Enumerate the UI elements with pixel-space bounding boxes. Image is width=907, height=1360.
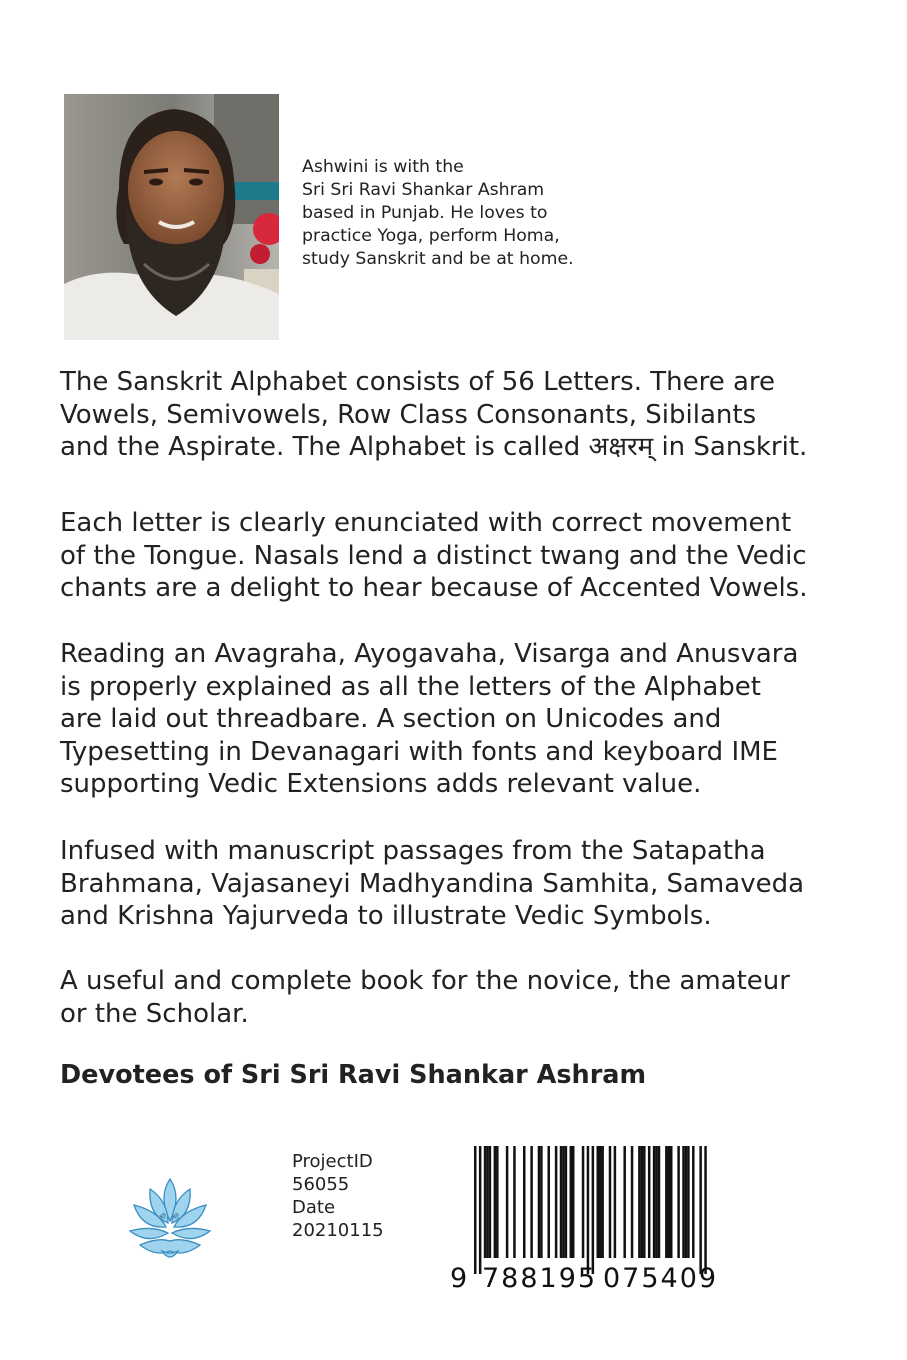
barcode-bar (658, 1146, 661, 1258)
signature: Devotees of Sri Sri Ravi Shankar Ashram (60, 1060, 647, 1090)
barcode-bar (631, 1146, 634, 1258)
project-id-value: 56055 (292, 1174, 350, 1195)
text-line: Vowels, Semivowels, Row Class Consonants, Sibilants (60, 399, 757, 430)
text-line: Brahmana, Vajasaneyi Madhyandina Samhita, Samaveda (60, 868, 805, 899)
barcode-bar (609, 1146, 612, 1258)
project-id-label: ProjectID (292, 1151, 373, 1172)
barcode-bar (523, 1146, 526, 1258)
text-line: and Krishna Yajurveda to illustrate Vedic Symbols. (60, 901, 712, 931)
barcode-bar (538, 1146, 541, 1258)
barcode-bar (474, 1146, 477, 1274)
author-photo (64, 94, 279, 340)
barcode-bar (685, 1146, 688, 1258)
text-line: and the Aspirate. The Alphabet is called अक्षरम् in Sanskrit. (60, 432, 808, 462)
barcode-bar (677, 1146, 680, 1258)
barcode-bar (570, 1146, 573, 1258)
description-paragraph-3 (60, 638, 890, 801)
barcode-bar (614, 1146, 617, 1258)
text-line: Infused with manuscript passages from the Satapatha (60, 836, 766, 866)
barcode-bar (699, 1146, 702, 1274)
barcode-bar (555, 1146, 558, 1258)
barcode-bar (599, 1146, 602, 1258)
text-line: is properly explained as all the letters of the Alphabet (60, 671, 761, 702)
barcode-bar (486, 1146, 489, 1258)
barcode-bar (643, 1146, 646, 1258)
text-line: or the Scholar. (60, 998, 249, 1029)
barcode-bar (562, 1146, 565, 1258)
barcode-bar (641, 1146, 644, 1258)
barcode-bar (494, 1146, 497, 1258)
barcode-bar (623, 1146, 626, 1258)
barcode-bar (587, 1146, 590, 1274)
svg-text:श्री: श्री (159, 1213, 166, 1221)
description-paragraph-4 (60, 835, 890, 933)
barcode-bar (704, 1146, 707, 1274)
ean-left-digits: 788195 (482, 1263, 598, 1294)
text-line: chants are a delight to hear because of Accented Vowels. (60, 573, 808, 603)
barcode-bar (484, 1146, 487, 1258)
barcode-bar (692, 1146, 695, 1258)
text-line: are laid out threadbare. A section on Unicodes and (60, 704, 722, 734)
barcode-bar (548, 1146, 551, 1258)
bio-line: Ashwini is with the (302, 157, 464, 177)
barcode-bar (513, 1146, 516, 1258)
barcode-bar (479, 1146, 482, 1274)
text-line: Each letter is clearly enunciated with correct movement (60, 508, 792, 538)
barcode-bar (601, 1146, 604, 1258)
barcode-bar (648, 1146, 651, 1258)
bio-line: based in Punjab. He loves to (302, 203, 548, 223)
barcode-bar (597, 1146, 600, 1258)
text-line: The Sanskrit Alphabet consists of 56 Letters. There are (60, 367, 776, 397)
barcode-bar (668, 1146, 671, 1258)
description-paragraph-2 (60, 507, 890, 605)
barcode-bar (670, 1146, 673, 1258)
lotus-logo-icon (128, 1175, 212, 1265)
project-info (292, 1150, 384, 1242)
barcode-bar (687, 1146, 690, 1258)
text-line: supporting Vedic Extensions adds relevant value. (60, 769, 702, 799)
barcode-bar (653, 1146, 656, 1258)
barcode-bar (560, 1146, 563, 1258)
description-paragraph-5 (60, 965, 890, 1030)
svg-text:श्री: श्री (172, 1213, 179, 1221)
barcode-bar (592, 1146, 595, 1274)
barcode-bar (582, 1146, 585, 1258)
text-line: of the Tongue. Nasals lend a distinct twang and the Vedic (60, 540, 807, 571)
description-paragraph-1 (60, 366, 890, 464)
barcode-bar (638, 1146, 641, 1258)
barcode-bar (665, 1146, 668, 1258)
barcode-bar (489, 1146, 492, 1258)
bio-line: practice Yoga, perform Homa, (302, 226, 560, 246)
bio-line: study Sanskrit and be at home. (302, 249, 574, 269)
barcode-bar (506, 1146, 509, 1258)
bio-line: Sri Sri Ravi Shankar Ashram (302, 180, 545, 200)
text-line: Reading an Avagraha, Ayogavaha, Visarga and Anusvara (60, 639, 799, 669)
text-line: Typesetting in Devanagari with fonts and keyboard IME (60, 736, 778, 767)
project-date-value: 20210115 (292, 1220, 384, 1241)
barcode-bar (496, 1146, 499, 1258)
barcode-bar (682, 1146, 685, 1258)
text-line: A useful and complete book for the novice, the amateur (60, 966, 790, 996)
author-bio (302, 156, 662, 271)
barcode-bar (572, 1146, 575, 1258)
project-date-label: Date (292, 1197, 336, 1218)
barcode-bar (565, 1146, 568, 1258)
barcode-bar (540, 1146, 543, 1258)
ean-first-digit: 9 (450, 1263, 468, 1294)
ean-right-digits: 075409 (603, 1263, 719, 1294)
barcode-bar (655, 1146, 658, 1258)
barcode-bar (530, 1146, 533, 1258)
